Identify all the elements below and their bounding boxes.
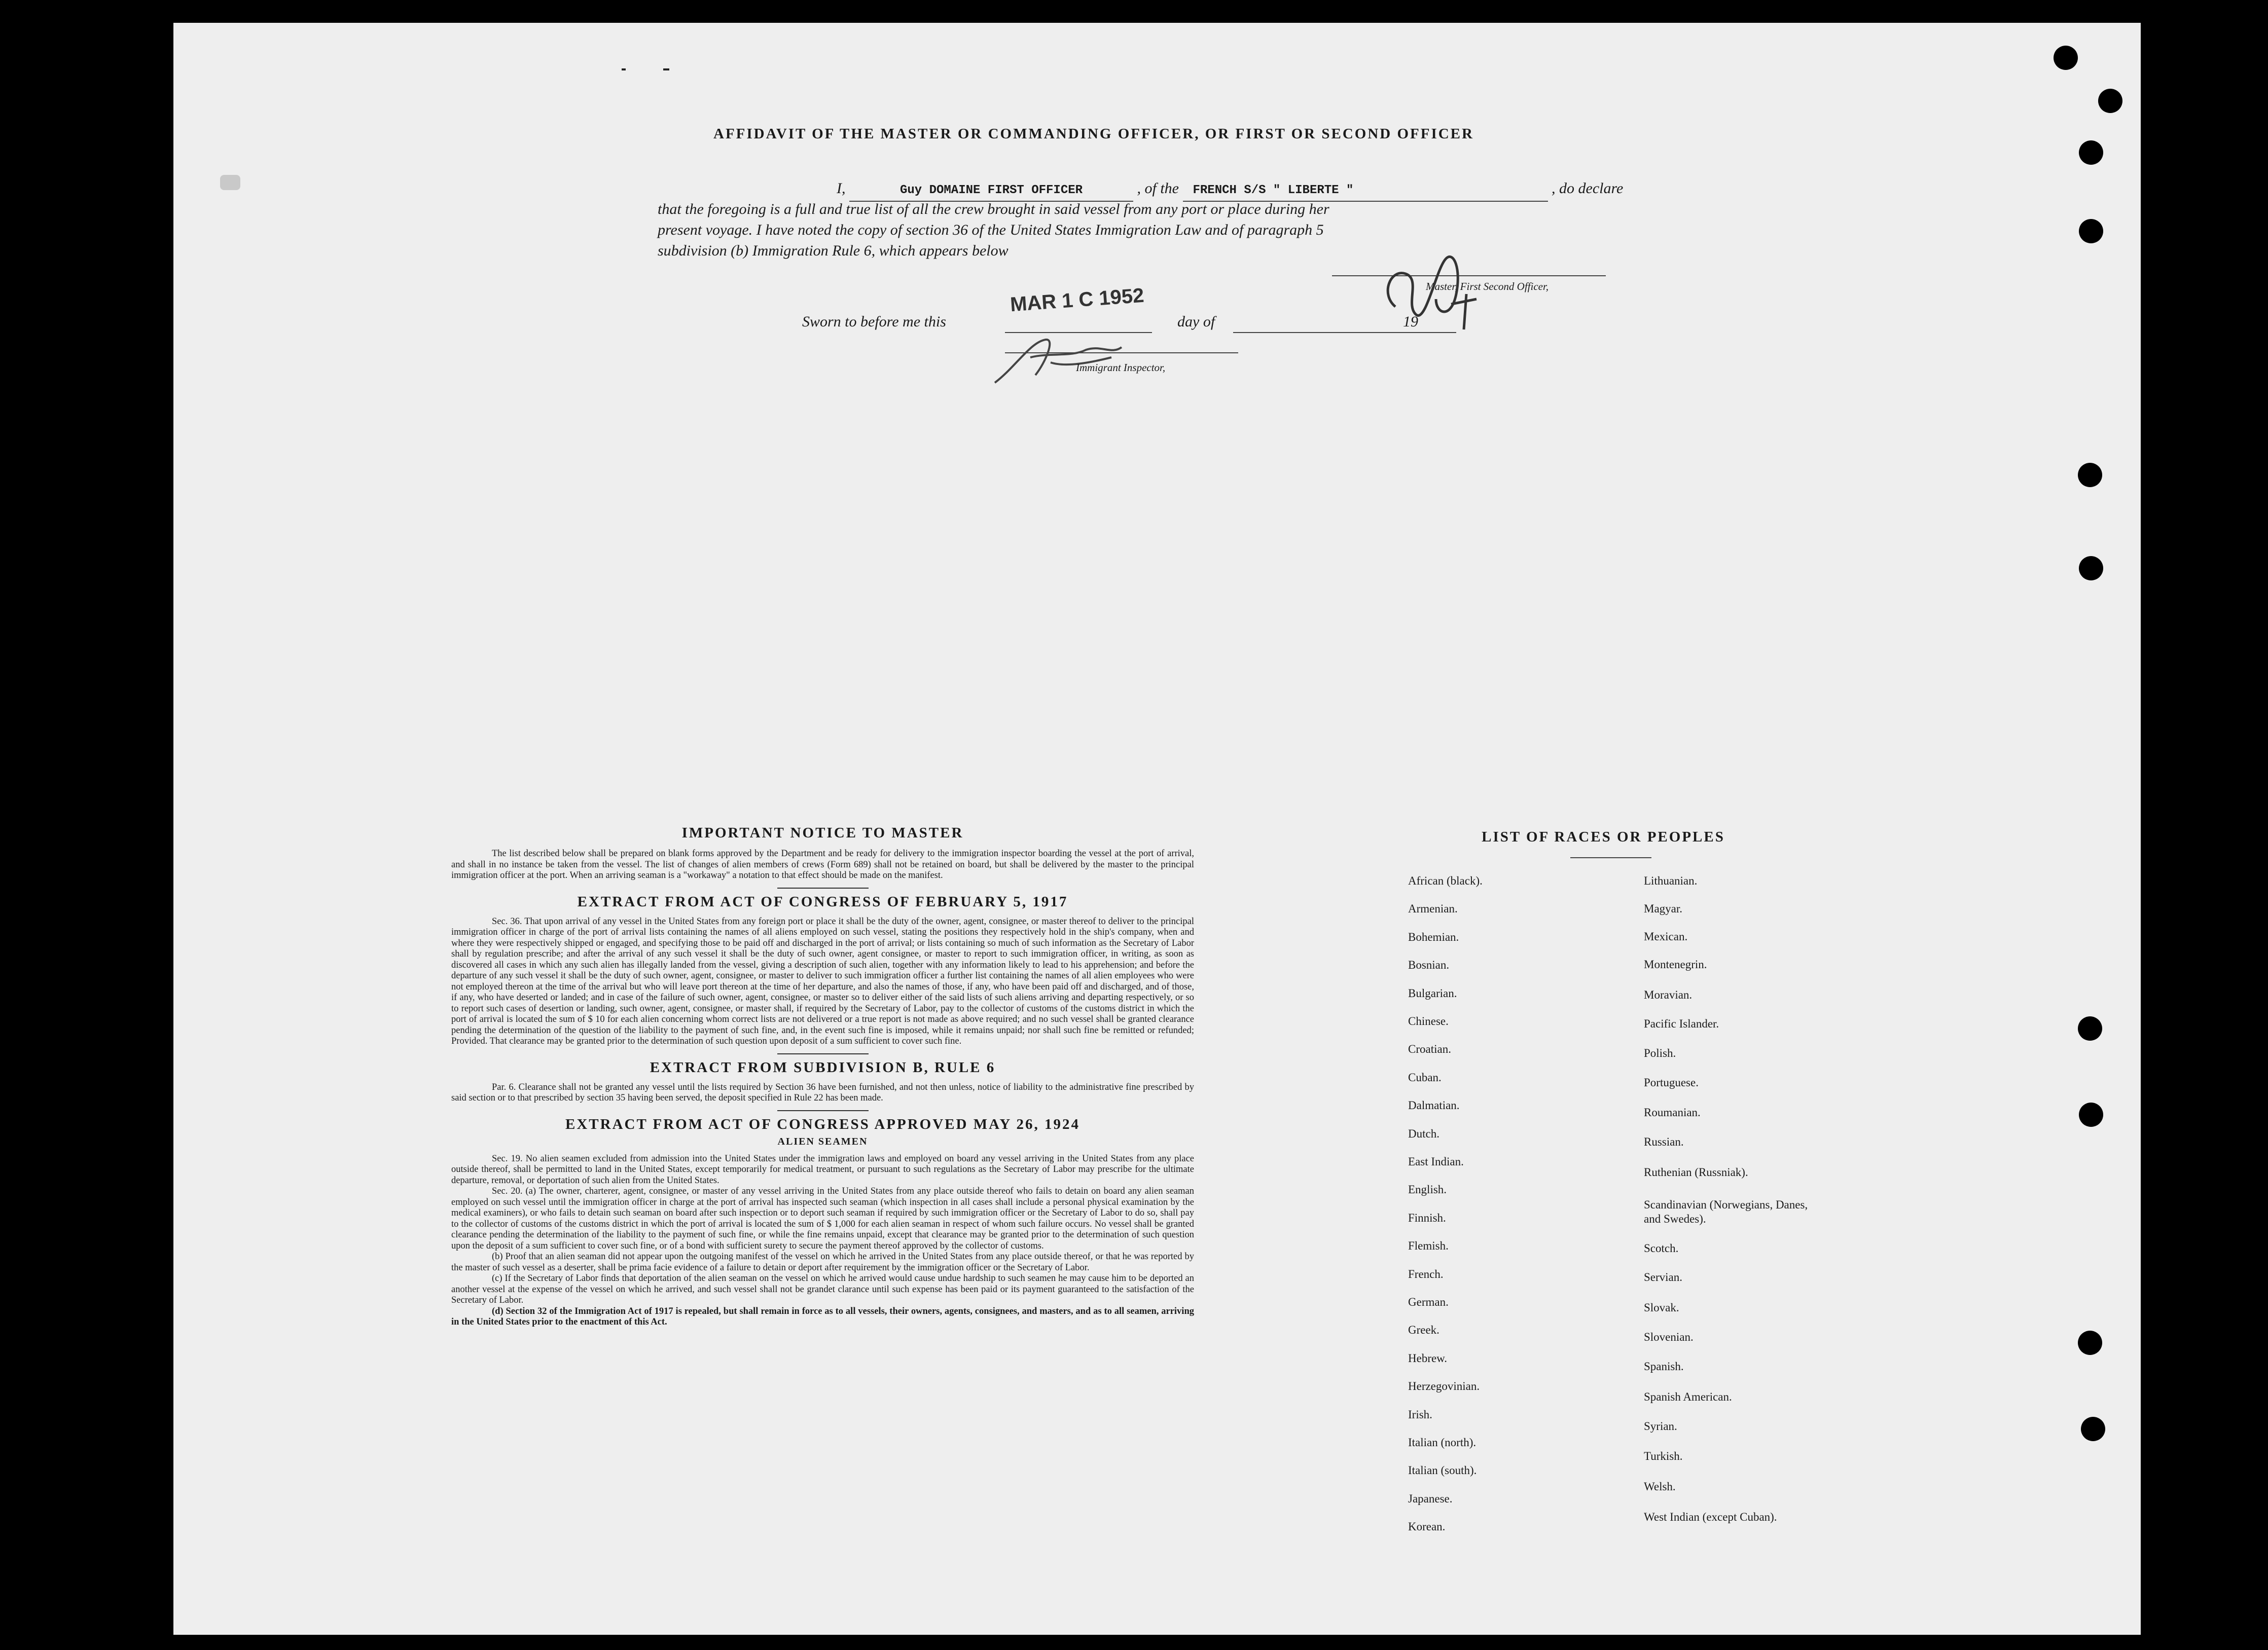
notice-body: The list described below shall be prepared on blank forms approved by the Department and be ready for delivery to the immigration inspector boarding the vessel at the port of arrival, and shall in no instance be taken from the vessel. The list of changes of alien members of crews (Form 689) shall not be retained on board, but shall be delivered by the master to the principal immigration officer at the port. When an arriving seaman is a "workaway" a notation to that effect should be made on the manifest. [451,849,1194,881]
day-of-label: day of [1177,313,1215,330]
inspector-line [1005,352,1238,353]
affidavit-line3: present voyage. I have noted the copy of section 36 of the United States Immigration Law and of paragraph 5 [658,222,1324,238]
notice-title: IMPORTANT NOTICE TO MASTER [681,825,964,841]
punch-hole [2078,1016,2102,1041]
race-item: Polish. [1644,1047,1676,1059]
sworn-label: Sworn to before me this [802,313,946,330]
do-declare-label: , do declare [1552,180,1624,197]
race-item: Cuban. [1408,1071,1442,1084]
divider [777,1053,869,1054]
race-item: Italian (south). [1408,1464,1477,1477]
race-item: African (black). [1408,874,1483,887]
smudge-mark [220,175,240,190]
race-item: Dalmatian. [1408,1099,1460,1112]
race-item: Servian. [1644,1271,1683,1284]
document-page [173,23,2141,1635]
punch-hole [2078,463,2102,487]
race-item: Bohemian. [1408,930,1459,943]
race-item: Scandinavian (Norwegians, Danes, and Swedes). [1644,1198,1808,1225]
race-item: Spanish American. [1644,1390,1732,1403]
race-item: Portuguese. [1644,1076,1699,1089]
race-item: Bulgarian. [1408,986,1457,1000]
punch-hole [2078,1331,2102,1355]
race-item: Welsh. [1644,1480,1676,1493]
race-item: Lithuanian. [1644,874,1698,887]
race-item: Pacific Islander. [1644,1017,1719,1030]
vessel-name: FRENCH S/S " LIBERTE " [1183,180,1548,202]
affidavit-title: AFFIDAVIT OF THE MASTER OR COMMANDING OFFICER, OR FIRST OR SECOND OFFICER [713,126,1474,142]
officer-title: Master, First Second Officer, [1426,280,1549,292]
race-item: French. [1408,1267,1444,1280]
extract1-body: Sec. 36. That upon arrival of any vessel in the United States from any foreign port or place it shall be the duty of the owner, agent, consignee, or master thereof to deliver to the principal immigration officer in charge of the port of arrival lists containing the names of all aliens employed on such vessel, stating the positions they respectively hold in the ship's company, when and where they were respectively shipped or engaged, and specifying those to be paid off and discharged in the port of arrival; or lists containing so much of such information as the Secretary of Labor shall by regulation prescribe; and after the arrival of any such vessel it shall be the duty of such owner, agent consignee, or master to report to such immigration officer, in writing, as soon as discovered all cases in which any such alien has illegally landed from the vessel, giving a description of such alien, together with any information likely to lead to his apprehension; and before the departure of any such vessel it shall be the duty of such owner, agent, consignee, or master to deliver to such immigration officer a further list containing the names of all alien employees who were not employed thereon at the time of the arrival but who will leave port thereon at the time of her departure, and also the names of those, if any, who have been paid off and discharged, and of those, if any, who have deserted or landed; and in case of the failure of such owner, agent, consignee, or master so to deliver either of the said lists of such aliens arriving and departing respectively, or so to report such cases of desertion or landing, such owner, agent, consignee, or master shall, if required by the Secretary of Labor, pay to the collector of customs of the customs district in which the port of arrival is located the sum of $ 10 for each alien concerning whom correct lists are not delivered or a true report is not made as above required; and no such vessel shall be granted clearance pending the determination of the question of the liability to the payment of such fine, and, in the event such fine is imposed, while it remains unpaid; nor shall such fine be remitted or refunded; Provided. That clearance may be granted prior to the determination of such question upon deposit of a sum sufficient to cover such fine. [451,916,1194,1046]
of-the-label: , of the [1137,180,1179,197]
punch-hole [2079,1103,2103,1127]
punch-hole [2079,219,2103,243]
race-item: Greek. [1408,1324,1439,1337]
race-item: Armenian. [1408,902,1458,915]
races-title: LIST OF RACES OR PEOPLES [1482,829,1725,845]
punch-hole [2079,140,2103,165]
divider [1570,857,1651,858]
punch-hole [2079,556,2103,580]
race-item: Italian (north). [1408,1436,1477,1449]
mark-dash [622,68,626,70]
extract3-p3: (b) Proof that an alien seaman did not appear upon the outgoing manifest of the vessel on which he arrived in the United States from any place outside thereof, or that he was reported by the master of such vessel as a deserter, shall be prima facie evidence of a failure to detain or deport after requirement by the immigration officer or the Secretary of Labor. [451,1252,1194,1273]
year-label: 19 [1403,313,1418,330]
affidavit-line2: that the foregoing is a full and true list of all the crew brought in said vessel from any port or place during her [658,201,1329,217]
race-item: Scotch. [1644,1242,1679,1255]
inspector-label: Immigrant Inspector, [1076,361,1166,374]
officer-signature [1360,238,1492,340]
date-stamp: MAR 1 C 1952 [1009,284,1145,316]
race-item: Hebrew. [1408,1351,1448,1365]
race-item: Slovak. [1644,1301,1679,1314]
extract2-title: EXTRACT FROM SUBDIVISION B, RULE 6 [650,1059,996,1076]
year-line [1421,332,1456,333]
extract3-p1: Sec. 19. No alien seamen excluded from admission into the United States under the immigration laws and employed on board any vessel arriving in the United States from any place outside thereof, shall be permitted to land in the United States, except temporarily for medical treatment, or pursuant to such regulations as the Secretary of Labor may prescribe for the ultimate departure, removal, or deportation of such alien from the United States. [451,1153,1194,1186]
affidavit-line4: subdivision (b) Immigration Rule 6, which appears below [658,242,1009,259]
race-item: Croatian. [1408,1043,1451,1056]
divider [777,1110,869,1111]
race-item: West Indian (except Cuban). [1644,1511,1777,1523]
punch-hole [2081,1417,2105,1441]
race-item: Ruthenian (Russniak). [1644,1166,1748,1179]
mark-dash [663,68,669,70]
race-item: Finnish. [1408,1211,1446,1224]
race-item: Chinese. [1408,1015,1449,1028]
race-item: Roumanian. [1644,1106,1701,1119]
day-of-line [1233,332,1436,333]
extract2-body: Par. 6. Clearance shall not be granted any vessel until the lists required by Section 36 have been furnished, and not then unless, notice of liability to the administrative fine prescribed by said section or to that prescribed by section 35 having been served, the deposit specified in Rule 22 has been made. [451,1082,1194,1103]
extract3-title: EXTRACT FROM ACT OF CONGRESS APPROVED MAY 26, 1924 [565,1116,1080,1132]
affidavit-line1 [680,178,1783,202]
race-item: Japanese. [1408,1492,1453,1505]
i-label: I, [837,180,846,197]
race-item: Korean. [1408,1520,1446,1533]
notice-section [451,825,1194,1328]
punch-hole [2098,89,2122,113]
race-item: Moravian. [1644,988,1693,1001]
extract3-p4: (c) If the Secretary of Labor finds that deportation of the alien seaman on the vessel on which he arrived would cause undue hardship to such seamen he may cause him to be deported an another vessel at the expense of the vessel on which he arrived, and such vessel shall not be grandet clarance until such expense has been paid or its payment guaranteed to the satisfaction of the Secretary of Labor. [451,1273,1194,1305]
race-item: Flemish. [1408,1239,1449,1253]
punch-hole [2054,46,2078,70]
race-item: Irish. [1408,1408,1432,1421]
officer-name: Guy DOMAINE FIRST OFFICER [849,180,1133,202]
race-item: Syrian. [1644,1420,1677,1433]
race-item: East Indian. [1408,1155,1464,1168]
race-item: Mexican. [1644,930,1688,943]
race-item: German. [1408,1296,1449,1308]
race-item: Spanish. [1644,1360,1684,1373]
race-item: English. [1408,1183,1447,1196]
extract3-subtitle: ALIEN SEAMEN [777,1135,868,1147]
race-item: Dutch. [1408,1127,1439,1140]
race-item: Montenegrin. [1644,958,1707,971]
race-item: Magyar. [1644,902,1683,915]
race-item: Russian. [1644,1135,1684,1148]
extract3-p2: Sec. 20. (a) The owner, charterer, agent, consignee, or master of any vessel arriving in the United States from any place outside thereof who fails to detain on board any alien seaman employed on such vessel until the immigration officer in charge at the port of arrival has inspected such seaman (which inspection in all cases shall include a personal physical examination by the medical examiners), or who fails to detain such seaman on board after such inspection or to deport such seaman if required by such immigration officer or the Secretary of Labor to do so, shall pay to the collector of customs of the customs district in which the port of arrival is located the sum of $ 1,000 for each alien seaman in respect of whom such failure occurs. No vessel shall be granted clearance pending the determination of the liability to the payment of such fine, or while the fine remains unpaid, except that clearance may be granted prior to the determination of such question upon the deposit of a sum sufficient to cover such fine, or of a bond with sufficient surety to secure the payment thereof approved by the collector of customs. [451,1186,1194,1251]
race-item: Turkish. [1644,1450,1683,1462]
race-item: Herzegovinian. [1408,1380,1480,1393]
divider [777,888,869,889]
extract3-p5: (d) Section 32 of the Immigration Act of 1917 is repealed, but shall remain in force as to all vessels, their owners, agents, consignees, and masters, and as to all seamen, arriving in the United States prior to the enactment of this Act. [451,1306,1194,1327]
extract1-title: EXTRACT FROM ACT OF CONGRESS OF FEBRUARY 5, 1917 [577,893,1068,910]
race-item: Slovenian. [1644,1331,1694,1343]
race-item: Bosnian. [1408,959,1450,972]
